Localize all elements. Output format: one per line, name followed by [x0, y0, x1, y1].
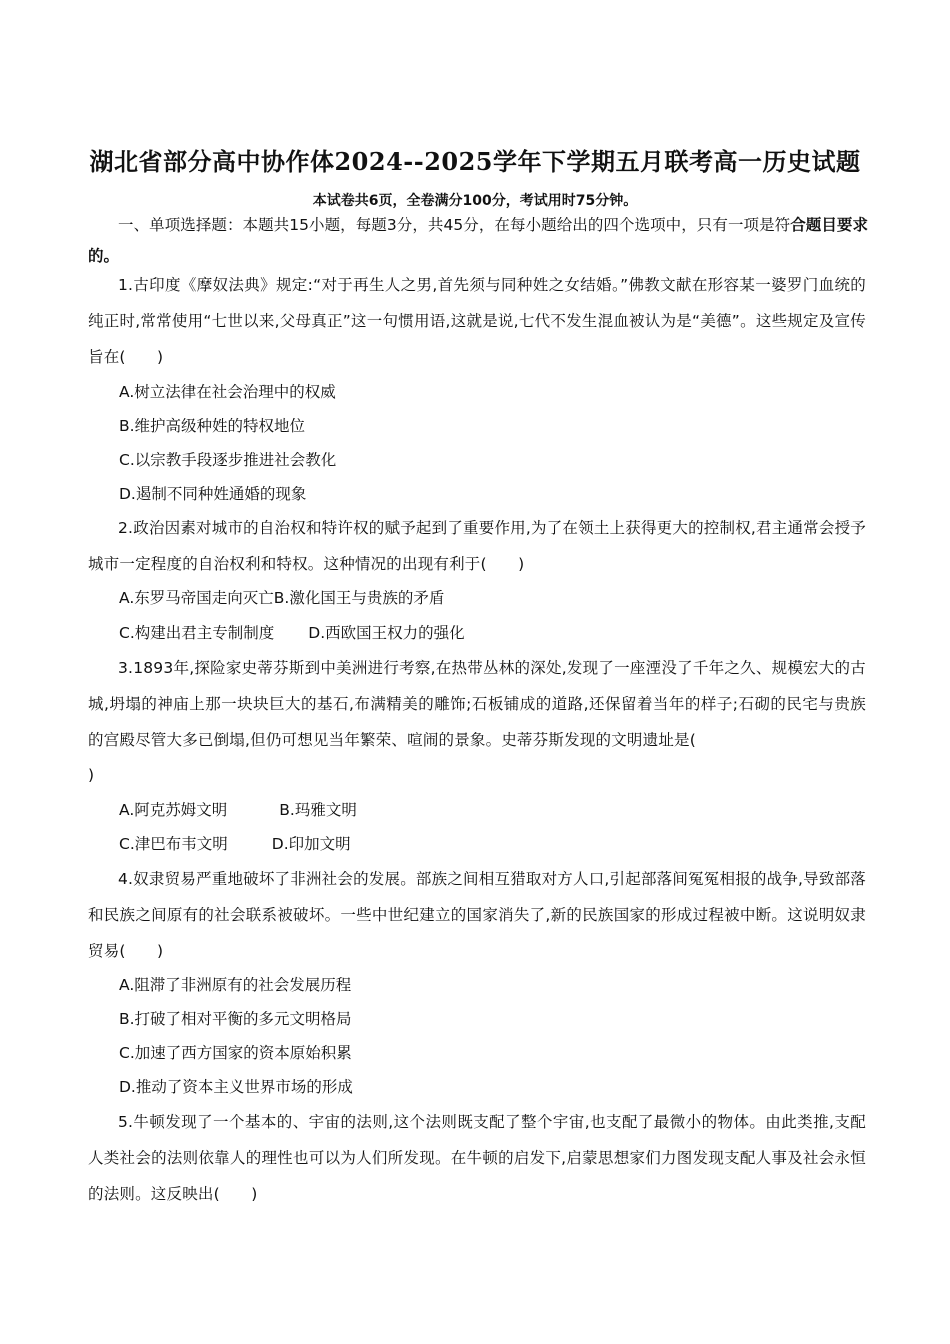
question-3-stem: 3.1893年,探险家史蒂芬斯到中美洲进行考察,在热带丛林的深处,发现了一座湮没了千年之久、规模宏大的古城,坍塌的神庙上那一块块巨大的基石,布满精美的雕饰;石板铺成的道路,还保留着当年的样子;石砌的民宅与贵族的宫殿尽管大多已倒塌,但仍可想见当年繁荣、喧闹的景象。史蒂芬斯发现的文明遗址是( [88, 659, 866, 749]
question-3-option-d[interactable]: D.印加文明 [271, 835, 351, 853]
question-3-option-c[interactable]: C.津巴布韦文明 [119, 835, 228, 853]
question-1-option-c[interactable]: C.以宗教手段逐步推进社会教化 [119, 451, 337, 469]
question-1-stem: 1.古印度《摩奴法典》规定:“对于再生人之男,首先须与同种姓之女结婚。”佛教文献在形容某一婆罗门血统的纯正时,常常使用“七世以来,父母真正”这一句惯用语,这就是说,七代不发生混血被认为是“美德”。这些规定及宣传旨在( ) [88, 276, 866, 366]
question-5-stem: 5.牛顿发现了一个基本的、宇宙的法则,这个法则既支配了整个宇宙,也支配了最微小的物体。由此类推,支配人类社会的法则依靠人的理性也可以为人们所发现。在牛顿的启发下,启蒙思想家们力图发现支配人事及社会永恒的法则。这反映出( ) [88, 1113, 866, 1203]
question-3-options-row2 [119, 833, 351, 855]
question-4-option-a[interactable]: A.阻滞了非洲原有的社会发展历程 [119, 976, 352, 994]
question-2-stem: 2.政治因素对城市的自治权和特许权的赋予起到了重要作用,为了在领土上获得更大的控制权,君主通常会授予城市一定程度的自治权利和特权。这种情况的出现有利于( ) [88, 519, 866, 573]
section-intro: 一、单项选择题：本题共15小题，每题3分，共45分，在每小题给出的四个选项中，只有一项是符 [118, 216, 791, 234]
section-instructions [88, 210, 868, 272]
question-3-option-b[interactable]: B.玛雅文明 [279, 801, 357, 819]
section-intro-end: 合题目要求的。 [88, 216, 868, 265]
question-2-option-b[interactable]: B.激化国王与贵族的矛盾 [273, 589, 445, 607]
question-3-options-row1 [119, 799, 357, 821]
question-3-option-a[interactable]: A.阿克苏姆文明 [119, 801, 228, 819]
question-4-option-c[interactable]: C.加速了西方国家的资本原始积累 [119, 1044, 352, 1062]
question-2-option-c[interactable]: C.构建出君主专制制度 [119, 624, 275, 642]
question-2-option-a[interactable]: A.东罗马帝国走向灭亡 [119, 589, 274, 607]
question-1-option-a[interactable]: A.树立法律在社会治理中的权威 [119, 383, 336, 401]
question-1-option-b[interactable]: B.维护高级种姓的特权地位 [119, 417, 306, 435]
exam-title: 湖北省部分高中协作体2024--2025学年下学期五月联考高一历史试题 [89, 147, 861, 176]
question-1-option-d[interactable]: D.遏制不同种姓通婚的现象 [119, 485, 307, 503]
question-4-stem: 4.奴隶贸易严重地破坏了非洲社会的发展。部族之间相互猎取对方人口,引起部落间冤冤相报的战争,导致部落和民族之间原有的社会联系被破坏。一些中世纪建立的国家消失了,新的民族国家的形成过程被中断。这说明奴隶贸易( ) [88, 870, 866, 960]
question-2-options-row1 [119, 587, 444, 609]
question-2-option-d[interactable]: D.西欧国王权力的强化 [308, 624, 465, 642]
question-4-option-d[interactable]: D.推动了资本主义世界市场的形成 [119, 1078, 353, 1096]
question-3-stem-end: ) [88, 766, 95, 784]
question-4-option-b[interactable]: B.打破了相对平衡的多元文明格局 [119, 1010, 352, 1028]
exam-subtitle: 本试卷共6页，全卷满分100分，考试用时75分钟。 [312, 193, 638, 209]
question-2-options-row2 [119, 622, 465, 644]
